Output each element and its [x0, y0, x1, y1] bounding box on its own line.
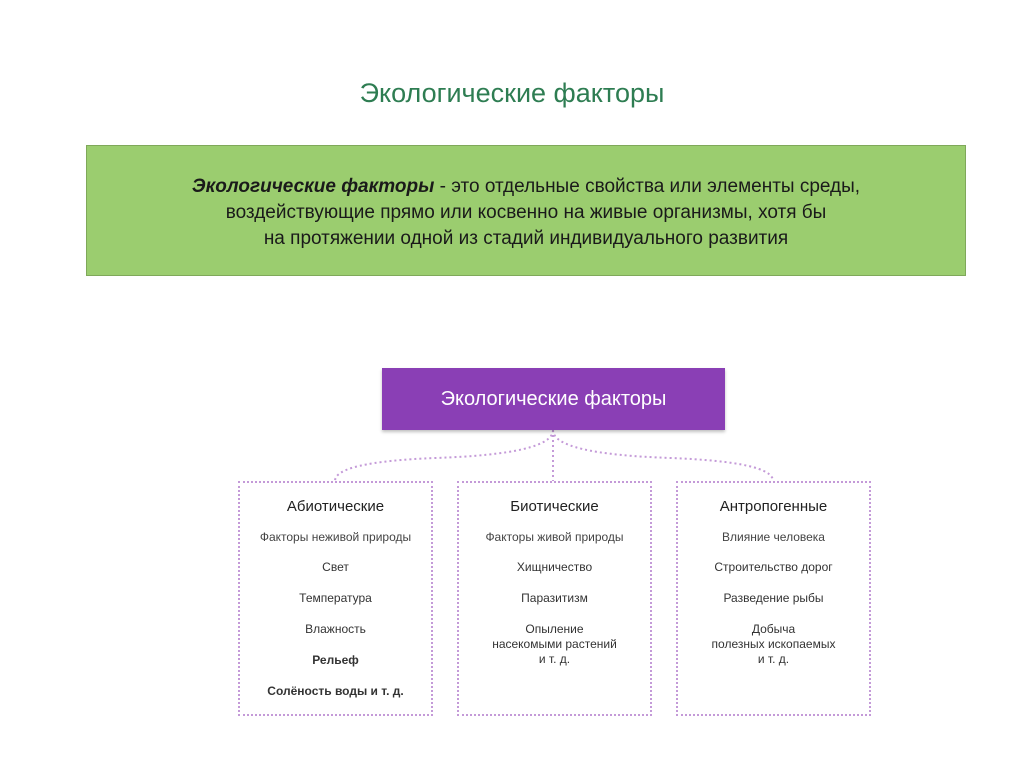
category-item: Рельеф	[312, 653, 359, 667]
category-item: Свет	[322, 560, 349, 574]
slide-title: Экологические факторы	[359, 78, 665, 108]
connector-to-anthropogenic	[553, 430, 773, 481]
category-item: Опыление насекомыми растений и т. д.	[492, 622, 617, 666]
factors-diagram	[235, 366, 875, 726]
category-item: Хищничество	[516, 560, 593, 574]
definition-term: Экологические факторы	[191, 176, 435, 197]
category-subtitle: Факторы неживой природы	[259, 530, 412, 544]
category-subtitle: Факторы живой природы	[485, 530, 624, 544]
category-title: Биотические	[510, 498, 599, 515]
definition-line-1-text: - это отдельные свойства или элементы среды,	[434, 176, 861, 197]
definition-box	[86, 145, 966, 276]
category-item: Солёность воды и т. д.	[267, 684, 404, 698]
definition-line-2: воздействующие прямо или косвенно на живые организмы, хотя бы	[225, 202, 827, 223]
category-anthropogenic	[676, 481, 871, 716]
category-subtitle: Влияние человека	[722, 530, 825, 544]
category-abiotic	[238, 481, 433, 716]
category-item: Паразитизм	[521, 591, 588, 605]
definition-line-3: на протяжении одной из стадий индивидуального развития	[263, 228, 789, 249]
category-title: Антропогенные	[719, 498, 828, 515]
category-item: Разведение рыбы	[723, 591, 824, 605]
category-item: Температура	[299, 591, 372, 605]
category-item: Строительство дорог	[714, 560, 833, 574]
category-item: Добыча полезных ископаемых и т. д.	[711, 622, 836, 666]
category-title: Абиотические	[286, 498, 385, 515]
connector-to-abiotic	[335, 430, 553, 481]
definition-line-1	[87, 174, 965, 200]
category-item: Влажность	[305, 622, 366, 636]
category-biotic	[457, 481, 652, 716]
root-node: Экологические факторы	[382, 368, 725, 430]
